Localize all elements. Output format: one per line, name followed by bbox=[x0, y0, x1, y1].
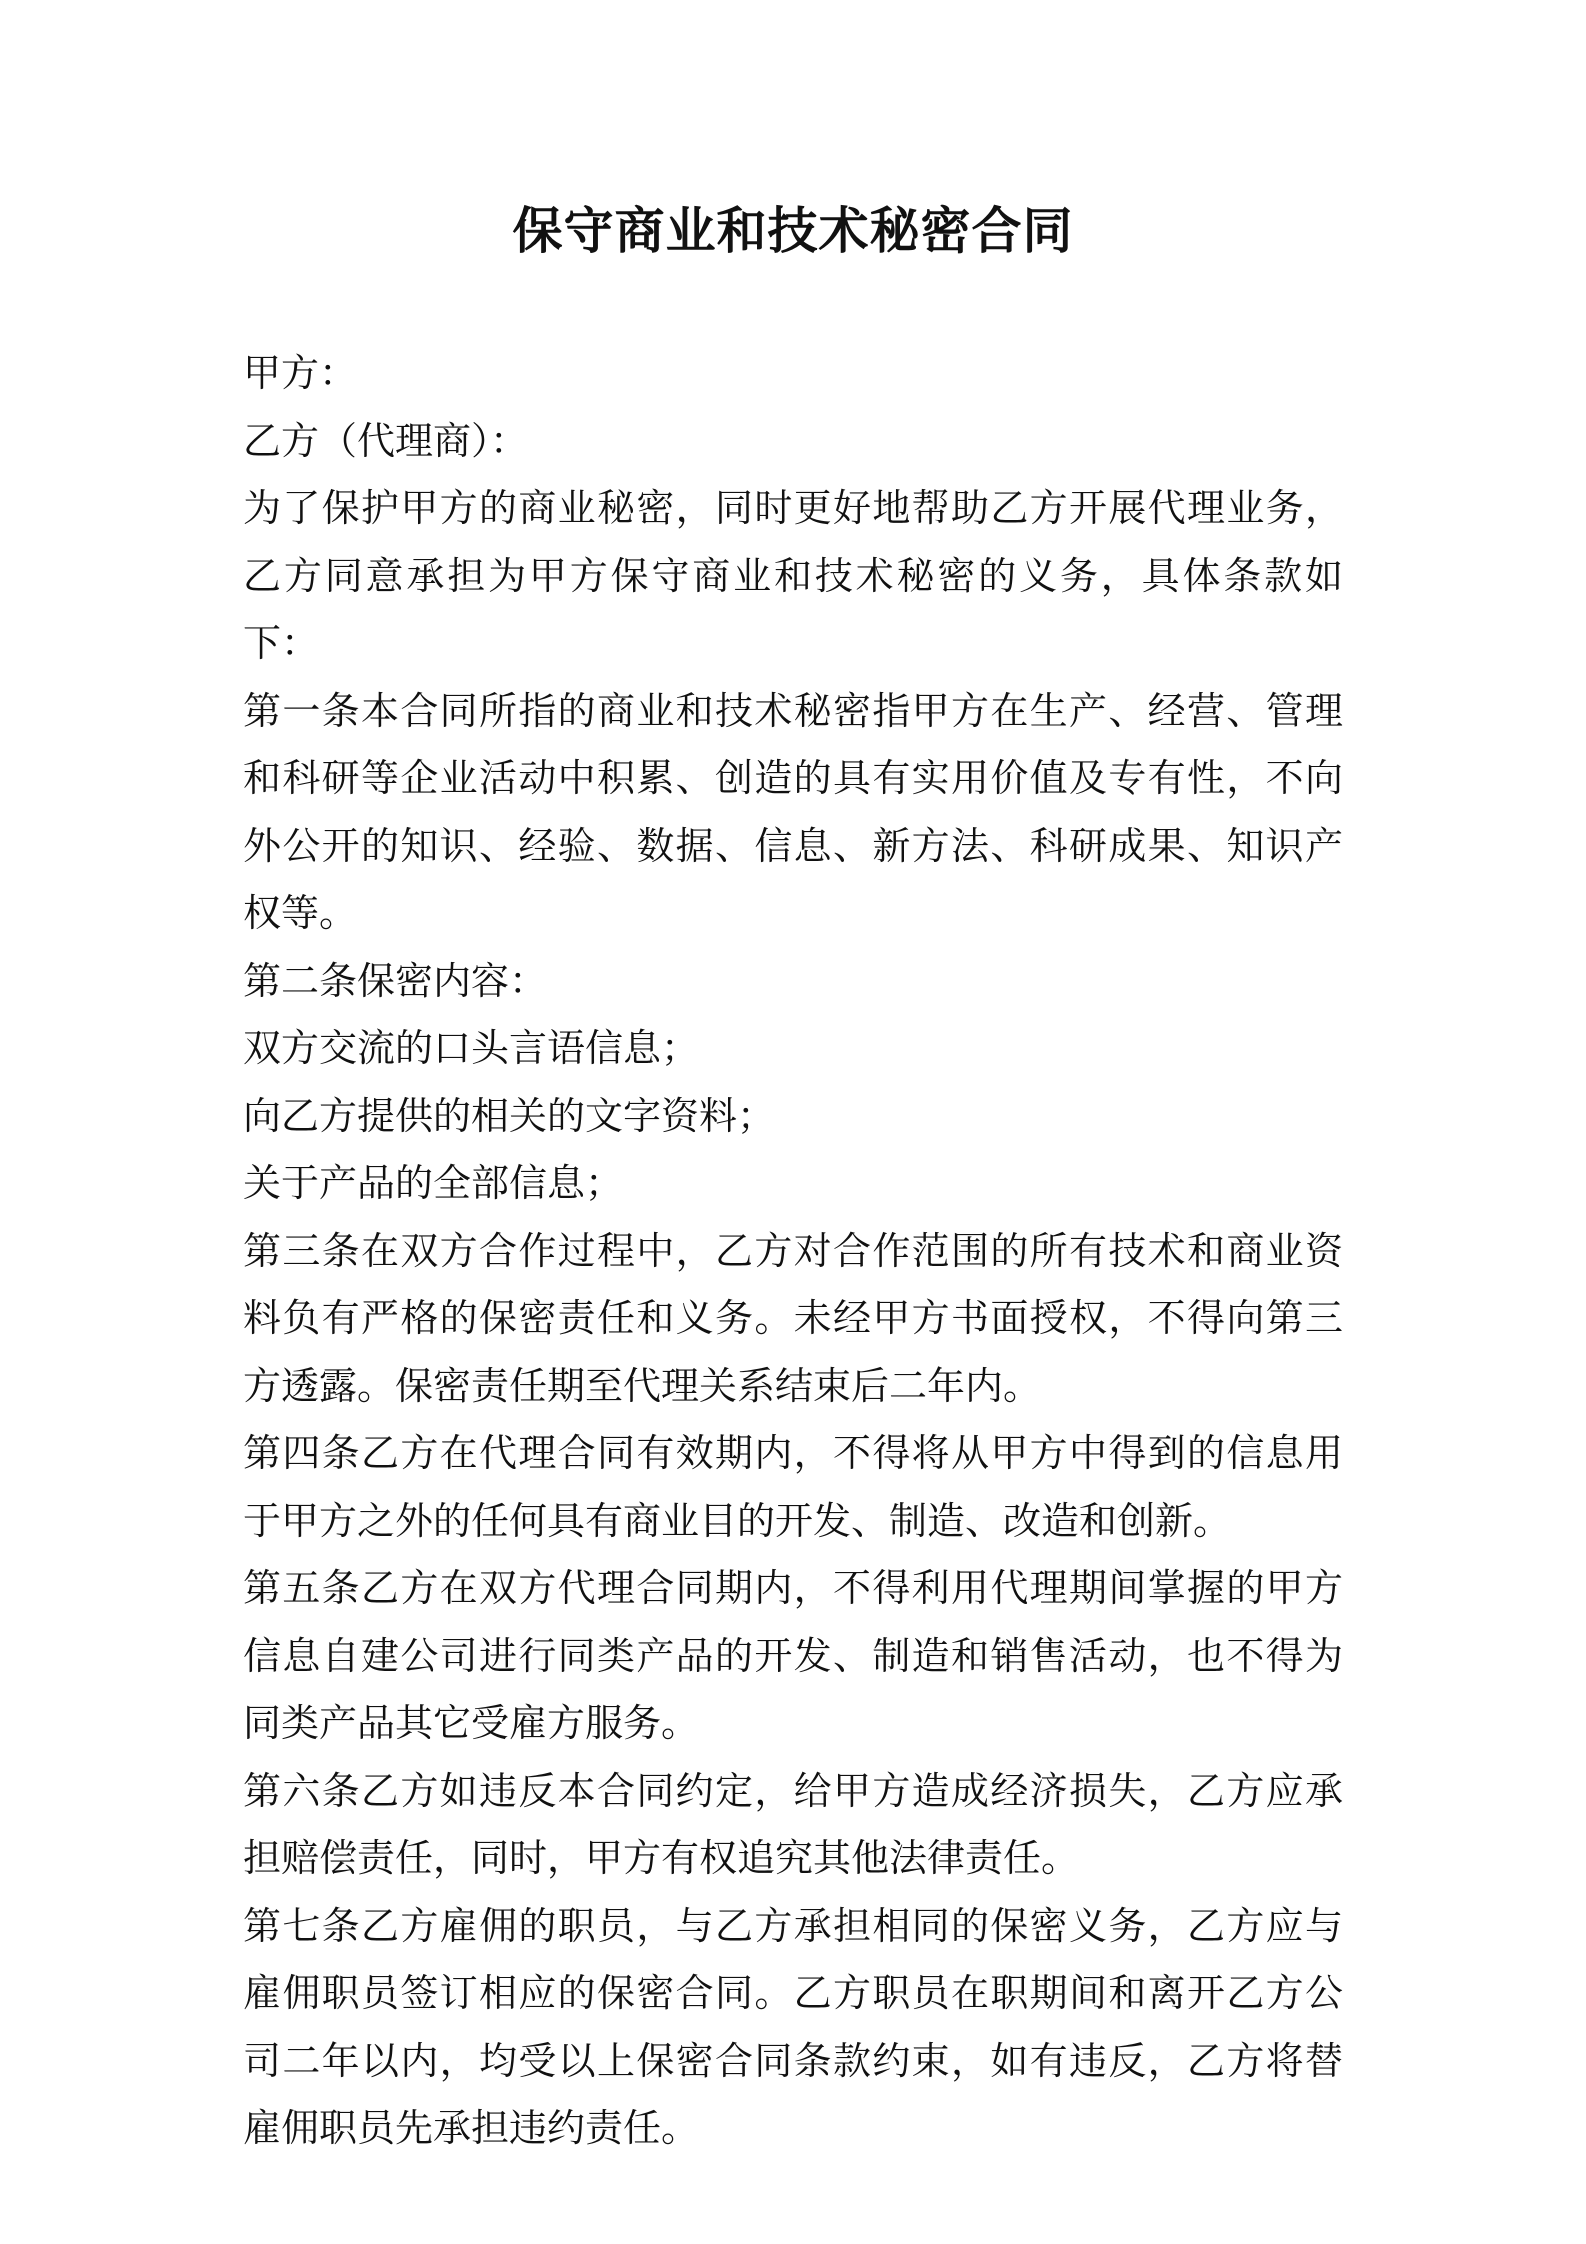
document-body bbox=[243, 340, 1343, 2163]
article-2-item-2: 向乙方提供的相关的文字资料； bbox=[243, 1093, 776, 1138]
article-2-item-1: 双方交流的口头言语信息； bbox=[243, 1026, 700, 1070]
article-3-paragraph: 第三条在双方合作过程中，乙方对合作范围的所有技术和商业资料负有严格的保密责任和义务。未经甲方书面授权，不得向第三方透露。保密责任期至代理关系结束后二年内。 bbox=[243, 1228, 1343, 1408]
article-1-paragraph: 第一条本合同所指的商业和技术秘密指甲方在生产、经营、管理和科研等企业活动中积累、创造的具有实用价值及专有性，不向外公开的知识、经验、数据、信息、新方法、科研成果、知识产权等。 bbox=[243, 688, 1343, 935]
article-2-item-3: 关于产品的全部信息； bbox=[243, 1161, 624, 1205]
article-2-heading: 第二条保密内容： bbox=[243, 958, 548, 1003]
article-4-paragraph: 第四条乙方在代理合同有效期内，不得将从甲方中得到的信息用于甲方之外的任何具有商业目的开发、制造、改造和创新。 bbox=[243, 1431, 1343, 1543]
article-5-paragraph: 第五条乙方在双方代理合同期内，不得利用代理期间掌握的甲方信息自建公司进行同类产品的开发、制造和销售活动，也不得为同类产品其它受雇方服务。 bbox=[243, 1566, 1343, 1745]
party-a-line: 甲方： bbox=[243, 351, 358, 395]
party-b-line: 乙方（代理商）： bbox=[243, 418, 529, 463]
article-7-paragraph: 第七条乙方雇佣的职员，与乙方承担相同的保密义务，乙方应与雇佣职员签订相应的保密合同。乙方职员在职期间和离开乙方公司二年以内，均受以上保密合同条款约束，如有违反，乙方将替雇佣职员先承担违约责任。 bbox=[243, 1903, 1343, 2150]
document-title: 保守商业和技术秘密合同 bbox=[512, 202, 1074, 260]
preamble-paragraph: 为了保护甲方的商业秘密，同时更好地帮助乙方开展代理业务，乙方同意承担为甲方保守商业和技术秘密的义务，具体条款如下： bbox=[243, 486, 1343, 665]
article-6-paragraph: 第六条乙方如违反本合同约定，给甲方造成经济损失，乙方应承担赔偿责任，同时，甲方有权追究其他法律责任。 bbox=[243, 1768, 1343, 1880]
